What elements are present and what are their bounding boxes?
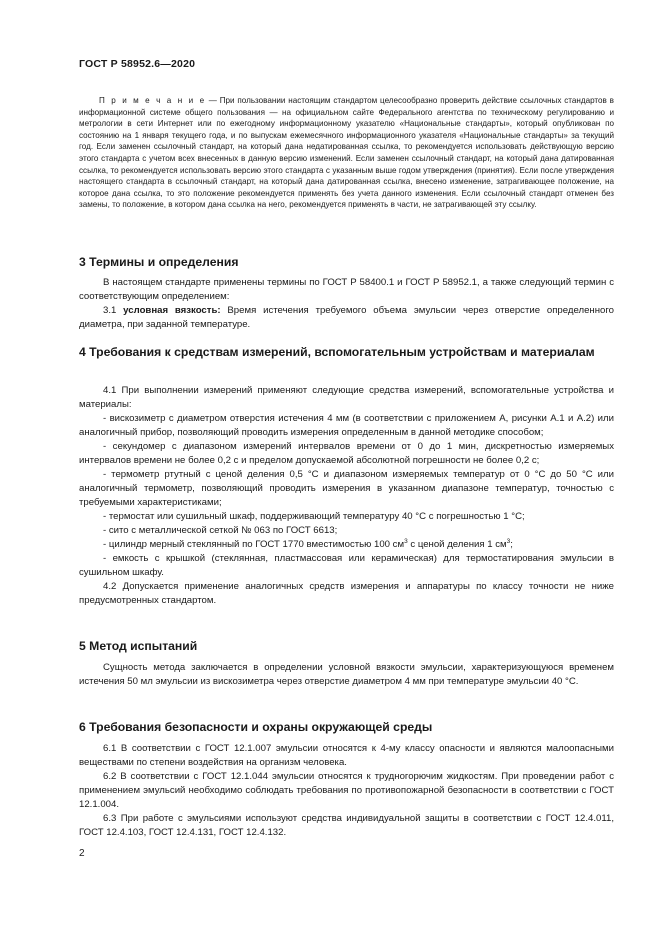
paragraph: 6.2 В соответствии с ГОСТ 12.1.044 эмульсии относятся к трудногорючим жидкостям. При проведении работ с применением эмульсий необходимо соблюдать требования по противопожарной безопасности в соответствии с ГОСТ 12.1.004. [79, 771, 614, 810]
list-item: - сито с металлической сеткой № 063 по ГОСТ 6613; [103, 525, 338, 536]
superscript: 3 [404, 537, 408, 545]
note-text: — При пользовании настоящим стандартом целесообразно проверить действие ссылочных стандартов в информационной системе общего пользования — на официальном сайте Федерального агентства по техническому регулированию и метрологии в сети Интернет или по ежегодному информационному указателю «Национальные стандарты», который опубликован по состоянию на 1 января текущего года, и по выпускам ежемесячного информационного указателя «Национальные стандарты» за текущий год. Если заменен ссылочный стандарт, на который дана недатированная ссылка, то рекомендуется использовать действующую версию этого стандарта с учетом всех внесенных в данную версию изменений. Если заменен ссылочный стандарт, на который дана датированная ссылка, то рекомендуется использовать версию этого стандарта с указанным выше годом утверждения (принятия). Если после утверждения настоящего стандарта в ссылочный стандарт, на который дана датированная ссылка, внесено изменение, затрагивающее положение, на которое дана ссылка, то это положение рекомендуется применять без учета данного изменения. Если ссылочный стандарт отменен без замены, то положение, в котором дана ссылка на него, рекомендуется применять в части, не затрагивающей эту ссылку. [79, 96, 614, 210]
term-number: 3.1 [103, 305, 124, 316]
list-item: - вискозиметр с диаметром отверстия истечения 4 мм (в соответствии с приложением А, рисунки А.1 и А.2) или аналогичный прибор, позволяющий проводить измерения определенным в данной методике способом; [79, 413, 614, 438]
paragraph: 6.1 В соответствии с ГОСТ 12.1.007 эмульсии относятся к 4-му классу опасности и являются малоопасными веществами по степени воздействия на организм человека. [79, 743, 614, 768]
term-name: условная вязкость: [123, 305, 221, 316]
document-code-header: ГОСТ Р 58952.6—2020 [79, 58, 196, 70]
page-number: 2 [79, 848, 85, 859]
paragraph: 6.3 При работе с эмульсиями используют средства индивидуальной защиты в соответствии с ГОСТ 12.4.011, ГОСТ 12.4.103, ГОСТ 12.4.131, ГОСТ 12.4.132. [79, 813, 614, 838]
section-6-body [79, 742, 614, 840]
paragraph: Сущность метода заключается в определении условной вязкости эмульсии, характеризующуюся временем истечения 50 мл эмульсии из вискозиметра через отверстие диаметром 4 мм при температуре эмульсии 40 °С. [79, 662, 614, 687]
paragraph: 4.2 Допускается применение аналогичных средств измерения и аппаратуры по классу точности не ниже предусмотренных стандартом. [79, 581, 614, 606]
list-item: - термостат или сушильный шкаф, поддерживающий температуру 40 °С с погрешностью 1 °С; [103, 511, 525, 522]
section-4-body [79, 384, 614, 608]
superscript: 3 [506, 537, 511, 545]
reference-note [79, 95, 614, 211]
list-item [79, 538, 614, 552]
section-5-heading: 5 Метод испытаний [79, 639, 198, 653]
note-label: П р и м е ч а н и е [99, 96, 206, 105]
term-text: Время истечения требуемого объема эмульсии через отверстие определенного диаметра, при заданной температуре. [79, 305, 614, 330]
term-definition [79, 304, 614, 332]
section-6-heading: 6 Требования безопасности и охраны окружающей среды [79, 720, 433, 734]
paragraph: В настоящем стандарте применены термины по ГОСТ Р 58400.1 и ГОСТ Р 58952.1, а также следующий термин с соответствующим определением: [79, 277, 614, 302]
list-item: - секундомер с диапазоном измерений интервалов времени от 0 до 1 мин, дискретностью измеряемых интервалов времени не более 0,2 с и пределом допускаемой абсолютной погрешности не более 0,2 с; [79, 441, 614, 466]
cylinder-text-c: ; [510, 539, 513, 550]
list-item: - термометр ртутный с ценой деления 0,5 °С и диапазоном измеряемых температур от 0 °С до 50 °С или аналогичный термометр, позволяющий проводить измерения в указанном диапазоне температур, точностью с требуемыми характеристиками; [79, 469, 614, 508]
list-item: - емкость с крышкой (стеклянная, пластмассовая или керамическая) для термостатирования эмульсии в сушильном шкафу. [79, 553, 614, 578]
section-3-heading: 3 Термины и определения [79, 255, 239, 269]
section-4-heading: 4 Требования к средствам измерений, вспомогательным устройствам и материалам [79, 345, 595, 359]
cylinder-text-b: с ценой деления 1 см [407, 539, 507, 550]
paragraph: 4.1 При выполнении измерений применяют следующие средства измерений, вспомогательные устройства и материалы: [79, 385, 614, 410]
section-3-body [79, 276, 614, 332]
section-5-body [79, 661, 614, 689]
cylinder-text-a: - цилиндр мерный стеклянный по ГОСТ 1770 вместимостью 100 см [103, 539, 405, 550]
